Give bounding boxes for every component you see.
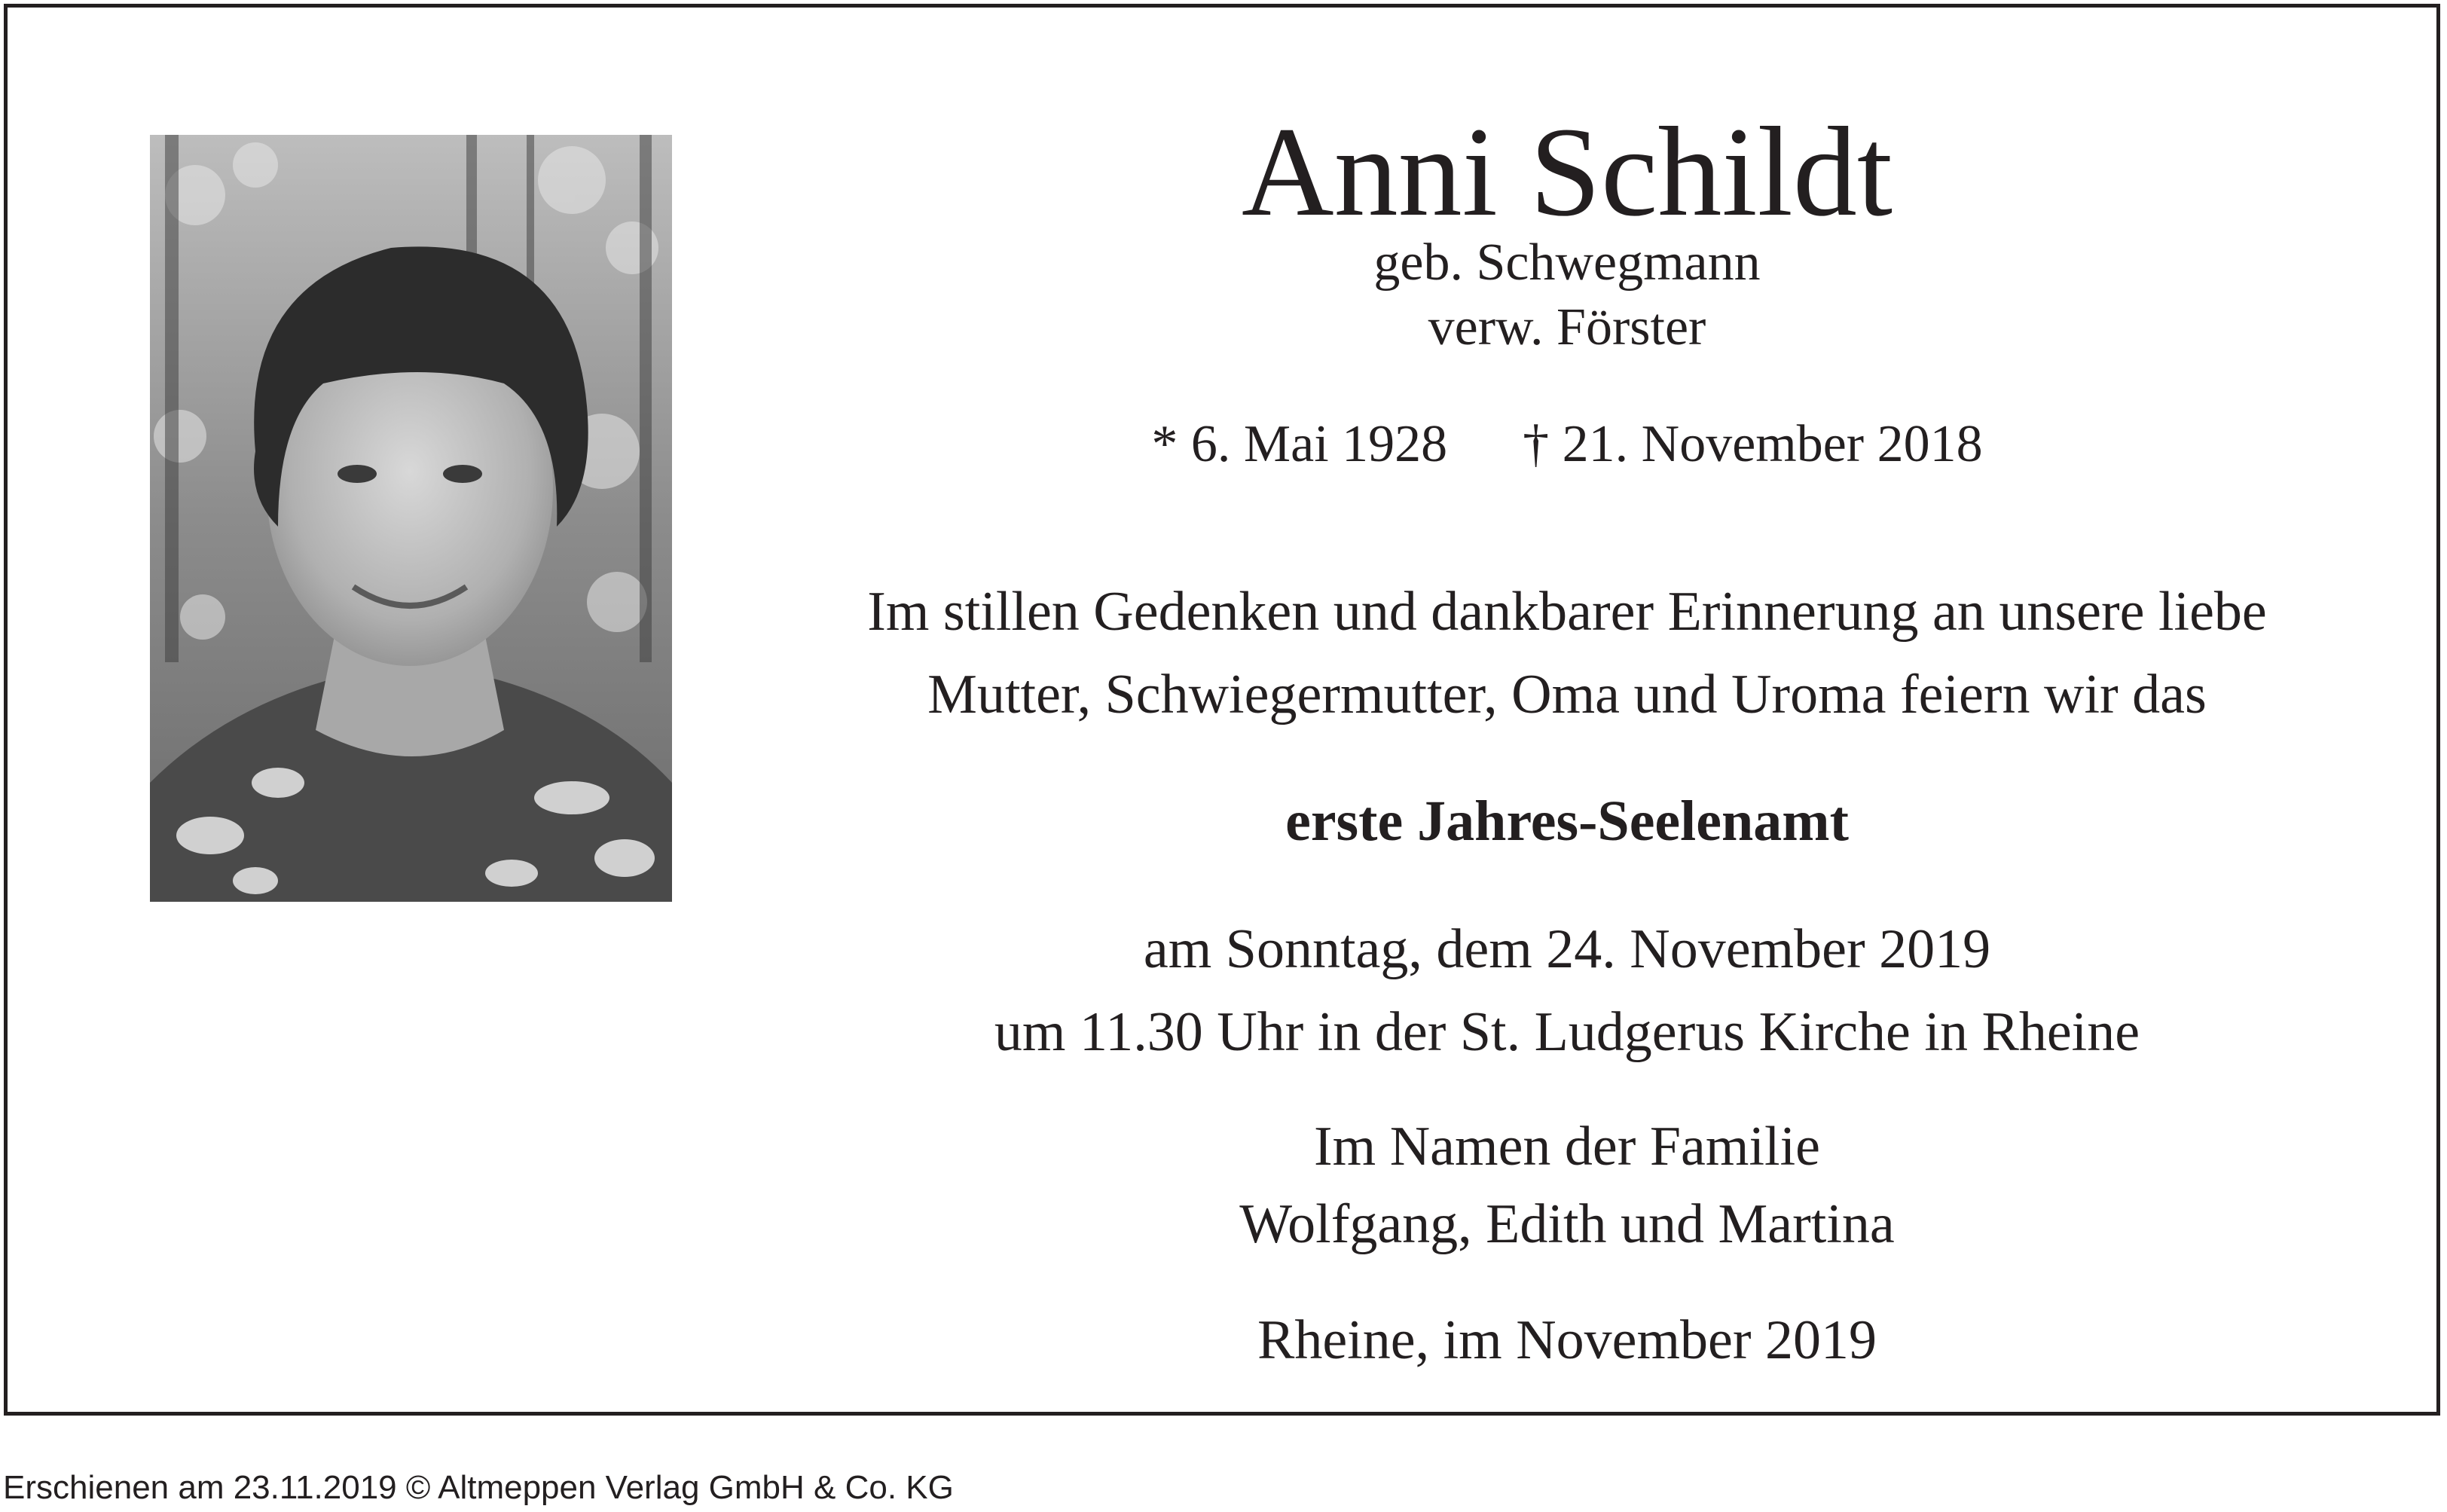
notice-frame [4,4,2440,1416]
portrait-photo [150,135,672,902]
portrait-image [150,135,672,902]
place-date: Rheine, im November 2019 [1257,1309,1877,1371]
service-time-location: um 11.30 Uhr in der St. Ludgerus Kirche in Rheine [994,1001,2140,1063]
intro-line-2: Mutter, Schwiegermutter, Oma und Uroma feiern wir das [927,664,2207,725]
service-date: am Sonntag, dem 24. November 2019 [1143,918,1991,980]
deceased-name: Anni Schildt [1241,101,1893,243]
intro-line-1: Im stillen Gedenken und dankbarer Erinnerung an unsere liebe [867,581,2267,643]
birth-date: * 6. Mai 1928 [1151,415,1448,473]
publication-footer: Erschienen am 23.11.2019 © Altmeppen Verlag GmbH & Co. KG [3,1469,954,1506]
mass-title: erste Jahres-Seelenamt [1285,790,1849,853]
family-line-1: Im Namen der Familie [1314,1116,1820,1178]
life-dates [761,412,2373,477]
family-names: Wolfgang, Edith und Martina [1239,1193,1895,1255]
widowed-name: verw. Förster [1428,298,1706,356]
born-name: geb. Schwegmann [1373,234,1761,292]
death-date: † 21. November 2018 [1523,415,1983,473]
